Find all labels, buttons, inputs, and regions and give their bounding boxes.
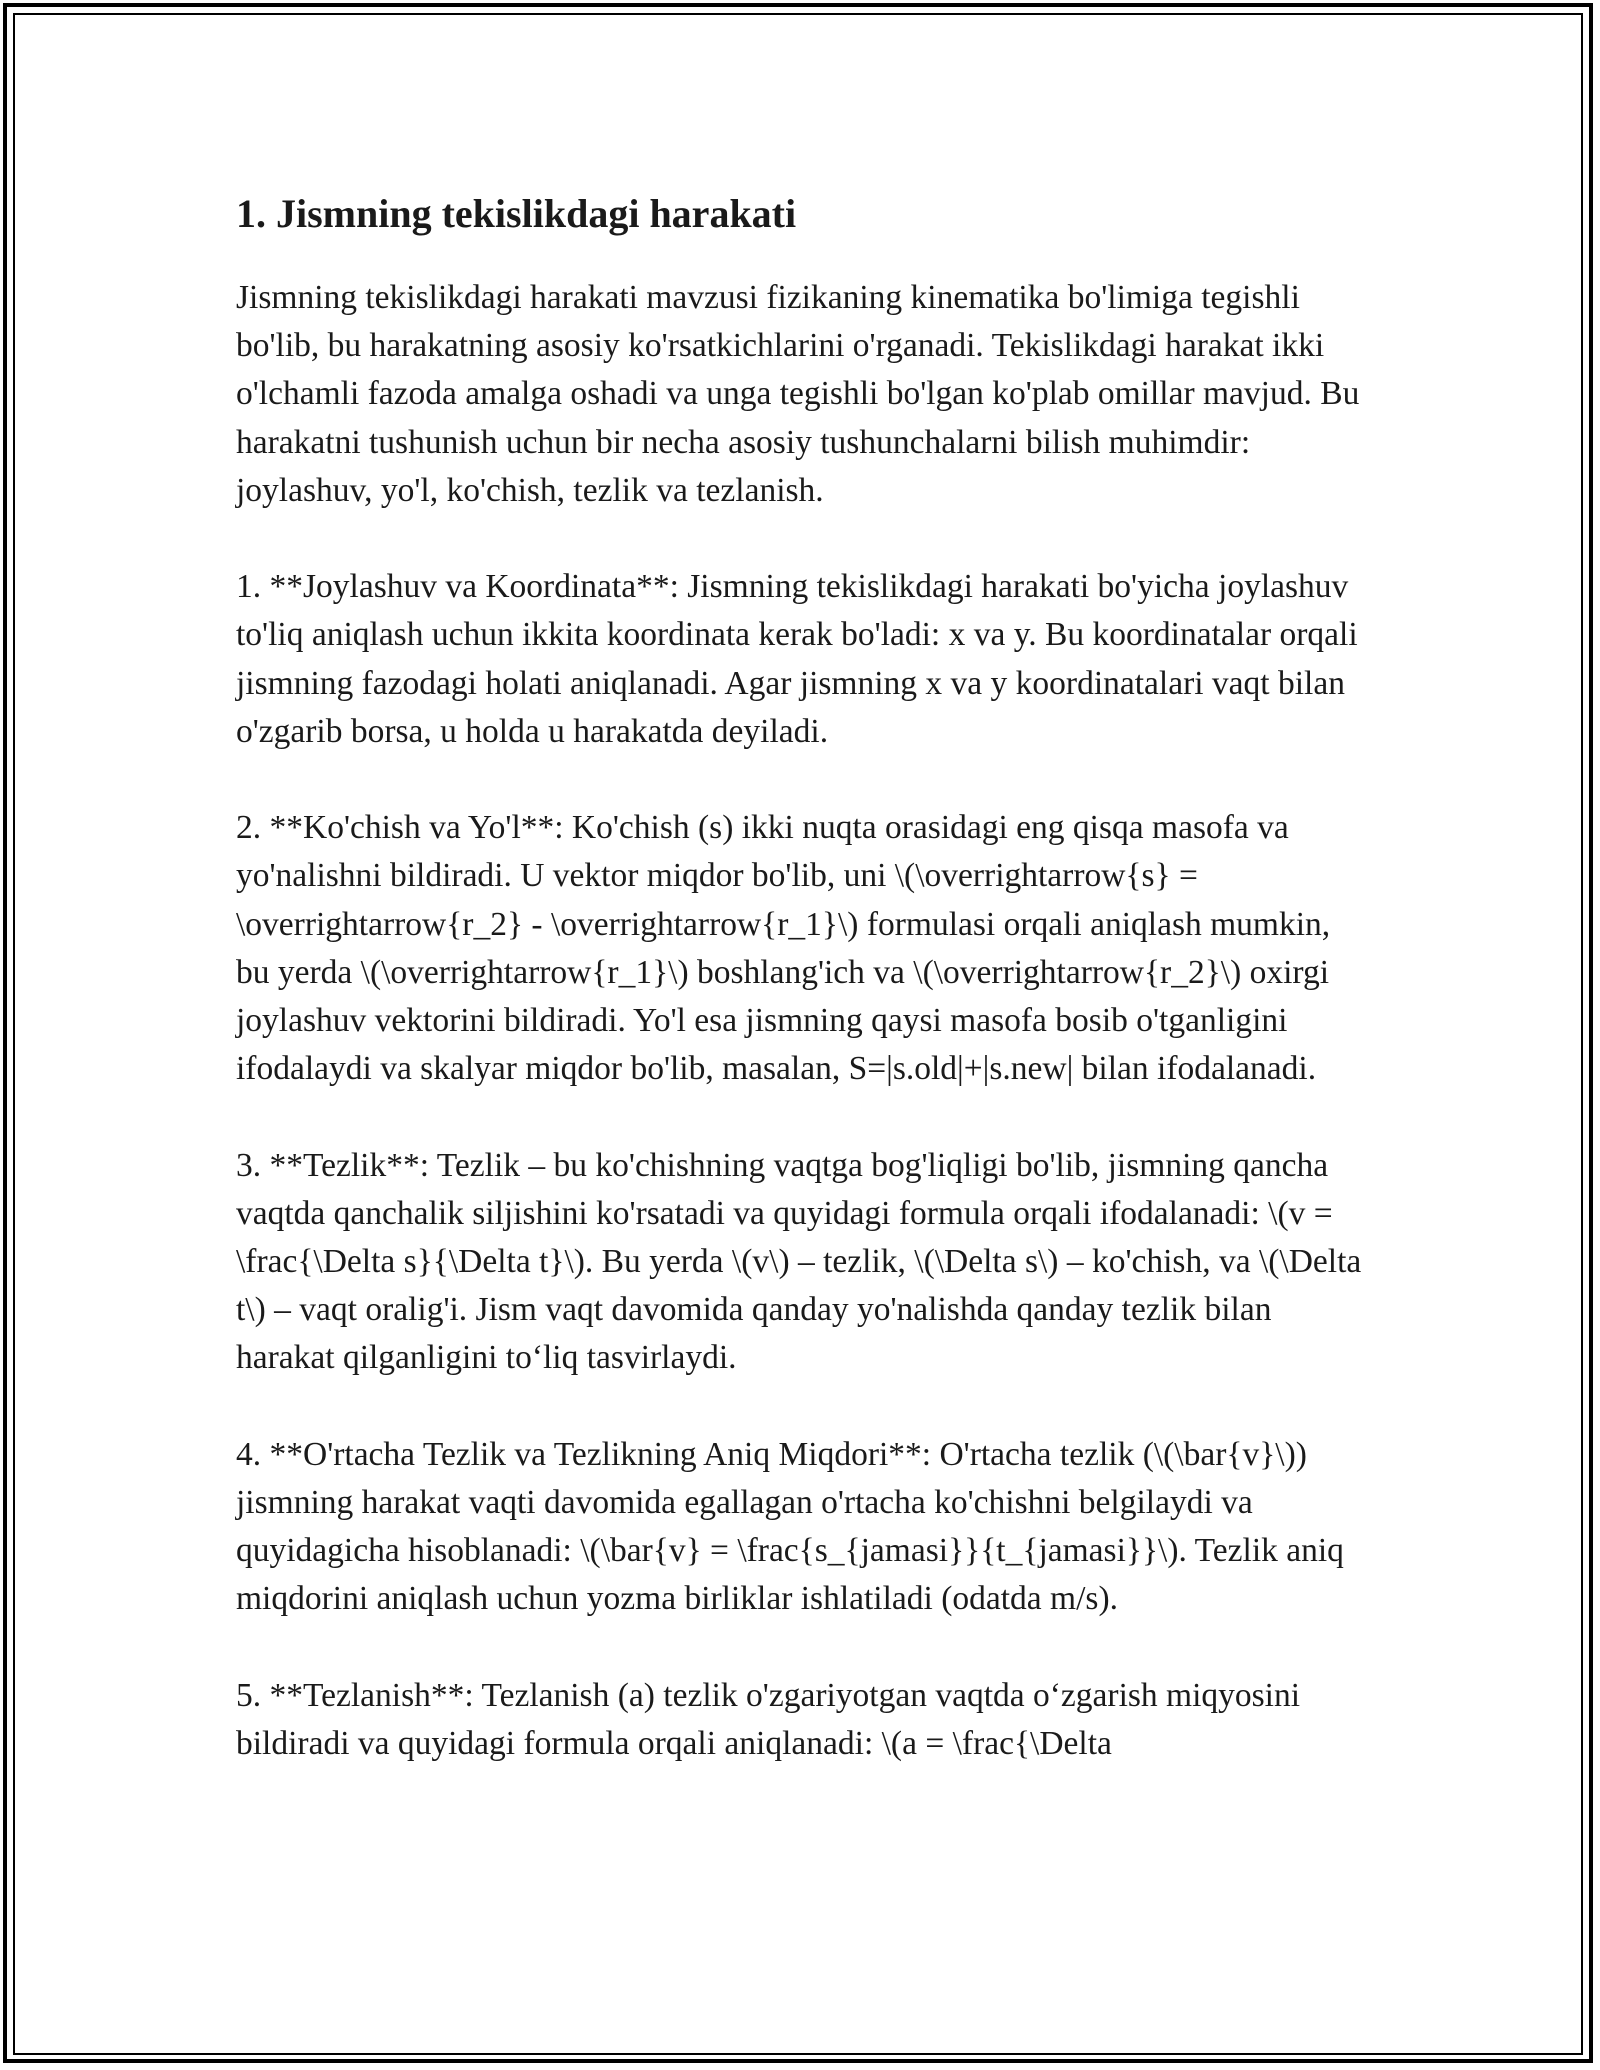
paragraph-joylashuv: 1. **Joylashuv va Koordinata**: Jismning tekislikdagi harakati bo'yicha joylashuv to'liq aniqlash uchun ikkita koordinata kerak bo'ladi: x va y. Bu koordinatalar orqali jismning fazodagi holati aniqlanadi. Agar jismning x va y koordinatalari vaqt bilan o'zgarib borsa, u holda u harakatda deyiladi. — [236, 568, 1358, 750]
document-body — [236, 184, 1366, 1816]
paragraph-kochish: 2. **Ko'chish va Yo'l**: Ko'chish (s) ikki nuqta orasidagi eng qisqa masofa va yo'nalishni bildiradi. U vektor miqdor bo'lib, uni \(\overrightarrow{s} = \overrightarrow{r_2} - \overrightarrow{r_1}\) formulasi orqali aniqlash mumkin, bu yerda \(\overrightarrow{r_1}\) boshlang'ich va \(\overrightarrow{r_2}\) oxirgi joylashuv vektorini bildiradi. Yo'l esa jismning qaysi masofa bosib o'tganligini ifodalaydi va skalyar miqdor bo'lib, masalan, S=|s.old|+|s.new| bilan ifodalanadi. — [236, 809, 1331, 1088]
paragraph-tezlanish: 5. **Tezlanish**: Tezlanish (a) tezlik o'zgariyotgan vaqtda o‘zgarish miqyosini bildiradi va quyidagi formula orqali aniqlanadi: \(a = \frac{\Delta — [236, 1676, 1301, 1763]
paragraph-tezlik: 3. **Tezlik**: Tezlik – bu ko'chishning vaqtga bog'liqligi bo'lib, jismning qancha vaqtda qanchalik siljishini ko'rsatadi va quyidagi formula orqali ifodalanadi: \(v = \frac{\Delta s}{\Delta t}\). Bu yerda \(v\) – tezlik, \(\Delta s\) – ko'chish, va \(\Delta t\) – vaqt oralig'i. Jism vaqt davomida qanday yo'nalishda qanday tezlik bilan harakat qilganligini to‘liq tasvirlaydi. — [236, 1146, 1362, 1377]
paragraph-ortacha-tezlik: 4. **O'rtacha Tezlik va Tezlikning Aniq Miqdori**: O'rtacha tezlik (\(\bar{v}\)) jismning harakat vaqti davomida egallagan o'rtacha ko'chishni belgilaydi va quyidagicha hisoblanadi: \(\bar{v} = \frac{s_{jamasi}}{t_{jamasi}}\). Tezlik aniq miqdorini aniqlash uchun yozma birliklar ishlatiladi (odatda m/s). — [236, 1435, 1344, 1618]
section-heading: 1. Jismning tekislikdagi harakati — [236, 191, 797, 236]
intro-paragraph: Jismning tekislikdagi harakati mavzusi fizikaning kinematika bo'limiga tegishli bo'lib, bu harakatning asosiy ko'rsatkichlarini o'rganadi. Tekislikdagi harakat ikki o'lchamli fazoda amalga oshadi va unga tegishli bo'lgan ko'plab omillar mavjud. Bu harakatni tushunish uchun bir necha asosiy tushunchalarni bilish muhimdir: joylashuv, yo'l, ko'chish, tezlik va tezlanish. — [236, 279, 1360, 509]
